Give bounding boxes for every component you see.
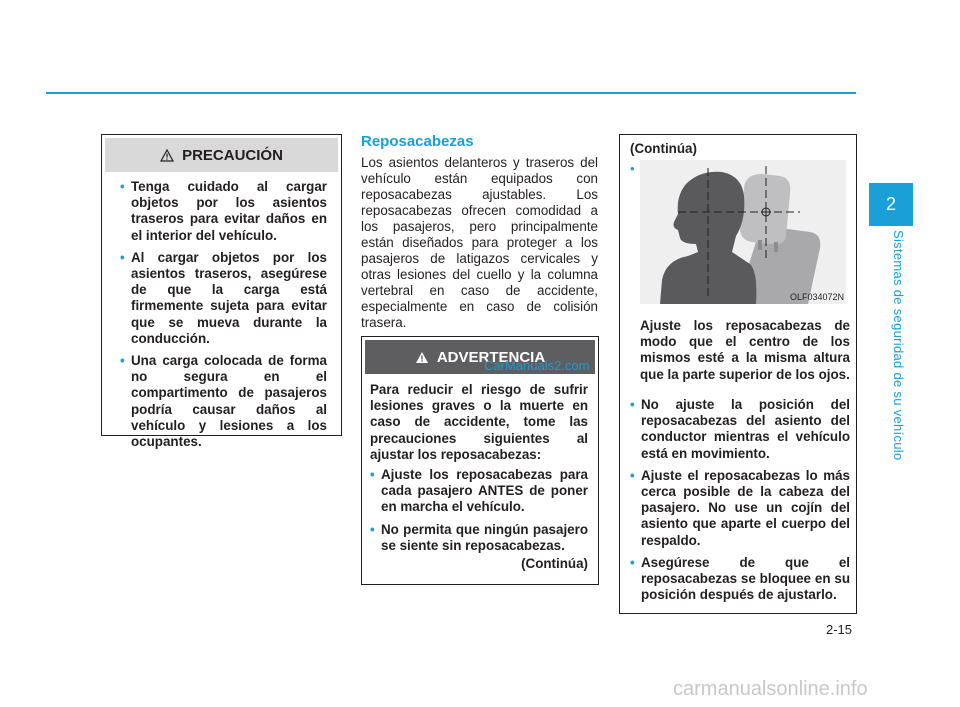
headrest-figure xyxy=(640,160,846,304)
warning-continues: (Continúa) xyxy=(521,556,588,572)
headrest-illustration xyxy=(640,160,846,304)
caution-list xyxy=(120,179,327,450)
section-title: Reposacabezas xyxy=(361,133,474,150)
figure-code: OLF034072N xyxy=(789,292,844,302)
warning-intro: Para reducir el riesgo de sufrir lesiones graves o la muerte en caso de accidente, tome las precauciones siguientes al ajustar los reposacabezas: xyxy=(370,382,588,462)
warning-body xyxy=(362,377,598,572)
warning-heading: ADVERTENCIA xyxy=(436,348,546,366)
continued-item: • Ajuste el reposacabezas lo más cerca posible de la cabeza del pasajero. No use un cojín del asiento que aparte el cuerpo del respaldo. xyxy=(630,468,850,549)
warning-list xyxy=(370,467,588,554)
caution-header xyxy=(105,138,338,172)
caution-item: • Al cargar objetos por los asientos traseros, asegúrese de que la carga está firmemente sujeta para evitar que se mueva durante la conducción. xyxy=(120,250,327,347)
chapter-title: Sistemas de seguridad de su vehículo xyxy=(891,230,906,461)
figure-bullet-icon: • xyxy=(630,161,635,176)
caution-triangle-icon xyxy=(160,149,174,162)
page-number: 2-15 xyxy=(826,622,853,637)
warning-box xyxy=(361,336,599,585)
continued-item: • No ajuste la posición del reposacabezas del asiento del conductor mientras el vehículo está en movimiento. xyxy=(630,397,850,462)
continued-body xyxy=(620,397,858,609)
caution-box xyxy=(101,134,342,450)
warning-item: • Ajuste los reposacabezas para cada pasajero ANTES de poner en marcha el vehículo. xyxy=(370,467,588,516)
warning-item: • No permita que ningún pasajero se siente sin reposacabezas. xyxy=(370,522,588,554)
continued-heading: (Continúa) xyxy=(630,141,697,156)
watermark: CarManuals2.com xyxy=(484,358,590,373)
continued-item: • Asegúrese de que el reposacabezas se bloquee en su posición después de ajustarlo. xyxy=(630,555,850,604)
footer-brand: carmanualsonline.info xyxy=(673,678,868,700)
warning-triangle-icon xyxy=(415,351,429,364)
section-text: Los asientos delanteros y traseros del vehículo están equipados con reposacabezas ajustables. Los reposacabezas ofrecen comodidad a los pasajeros, pero principalmente están diseñados para proteger a los pasajeros de latigazos cervicales y otras lesiones del cuello y la columna vertebral en caso de accidente, especialmente en caso de colisión trasera. xyxy=(361,155,598,330)
continued-first-item: Ajuste los reposacabezas de modo que el centro de los mismos esté a la misma altura que la parte superior de los ojos. xyxy=(640,318,850,382)
chapter-tab xyxy=(869,183,913,226)
caution-item: • Tenga cuidado al cargar objetos por los asientos traseros para evitar daños en el interior del vehículo. xyxy=(120,179,327,244)
caution-item: • Una carga colocada de forma no segura en el compartimento de pasajeros podría causar daños al vehículo y lesiones a los ocupantes. xyxy=(120,353,327,450)
top-rule xyxy=(46,92,856,94)
continued-list xyxy=(630,397,850,603)
chapter-number: 2 xyxy=(885,194,896,214)
caution-heading: PRECAUCIÓN xyxy=(182,146,283,164)
caution-body xyxy=(102,175,341,450)
